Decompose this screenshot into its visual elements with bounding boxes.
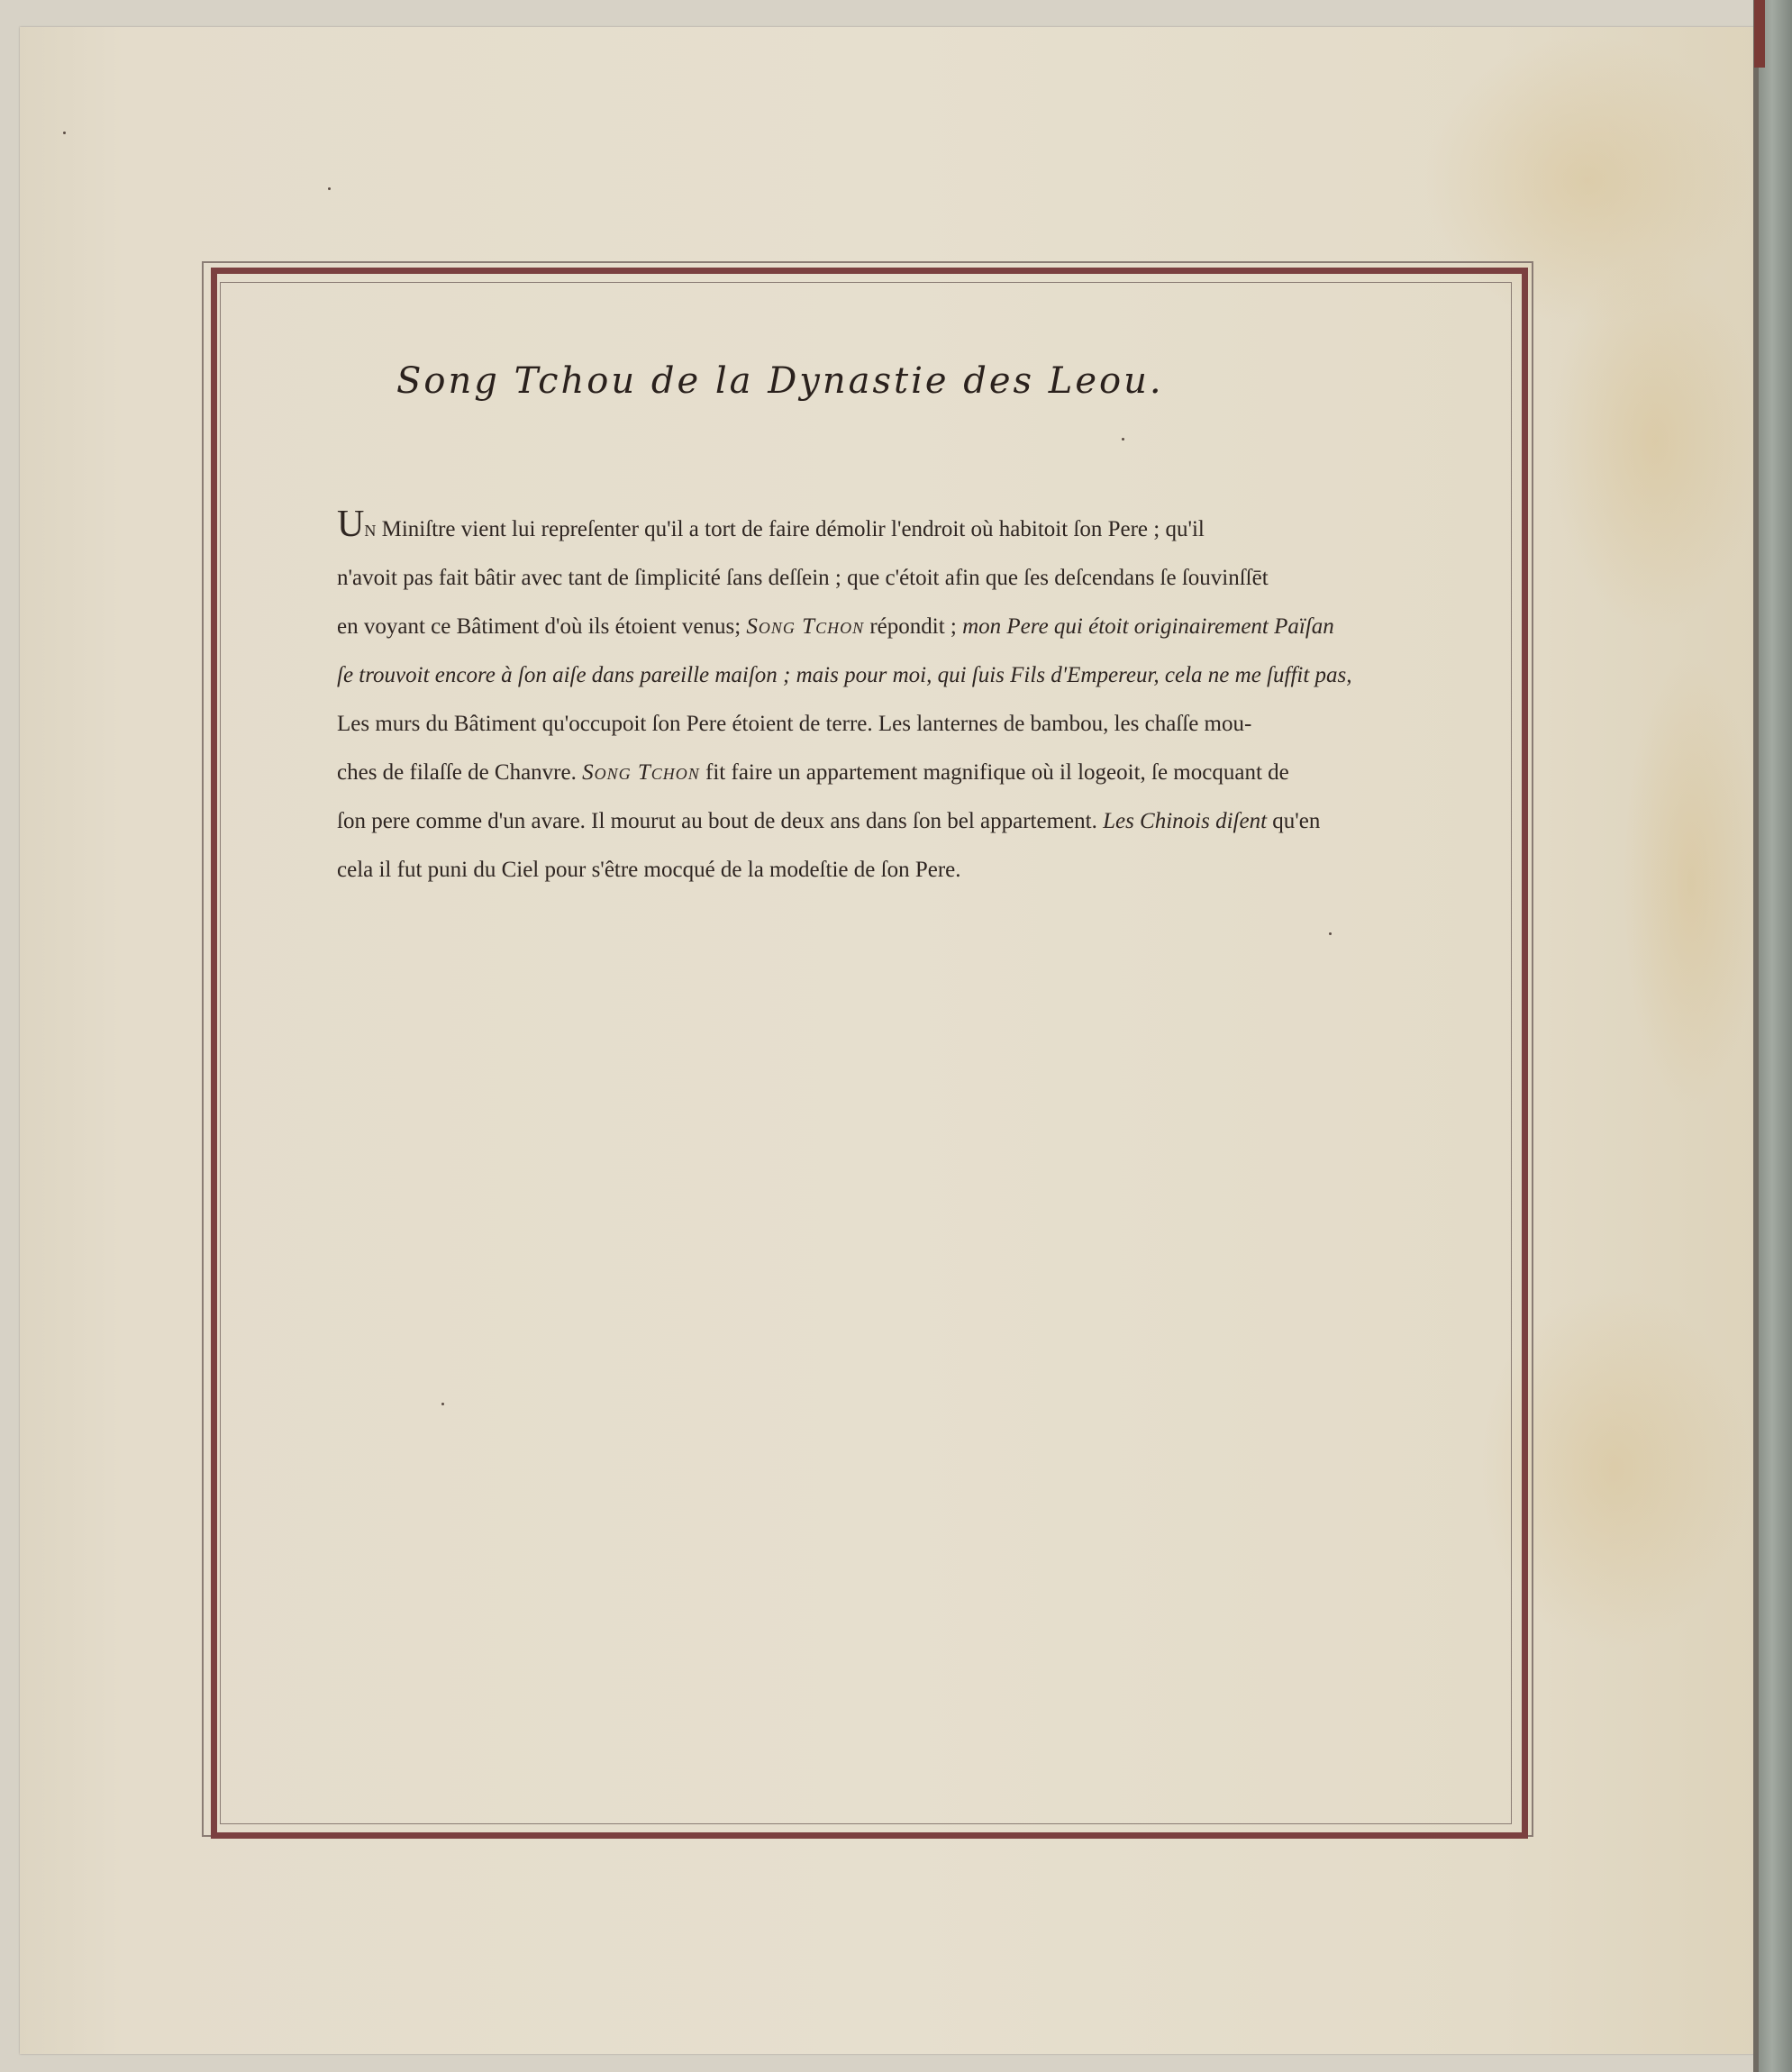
text-segment: répondit ; <box>864 614 963 639</box>
body-text <box>337 500 1418 895</box>
text-segment: en voyant ce Bâtiment d'où ils étoient venus; <box>337 614 747 639</box>
text-segment: n'avoit pas fait bâtir avec tant de ſimplicité ſans deſſein ; que c'étoit afin que ſes deſcendans ſe ſouvinſſēt <box>337 566 1269 590</box>
text-segment: ches de filaſſe de Chanvre. <box>337 760 583 785</box>
page-title: Song Tchou de la Dynastie des Leou. <box>396 360 1164 402</box>
text-line <box>337 554 1418 603</box>
binding-ribbon <box>1754 0 1765 68</box>
text-line <box>337 651 1418 700</box>
text-line <box>337 846 1418 895</box>
text-segment: Miniſtre vient lui repreſenter qu'il a tort de faire démolir l'endroit où habitoit ſon Pere ; qu'il <box>376 517 1205 541</box>
text-line <box>337 700 1418 749</box>
text-segment: cela il fut puni du Ciel pour s'être mocqué de la modeſtie de ſon Pere. <box>337 858 961 882</box>
text-segment: U <box>337 504 365 545</box>
text-line <box>337 500 1418 554</box>
text-line <box>337 749 1418 797</box>
text-line <box>337 603 1418 651</box>
text-segment: n <box>364 517 377 541</box>
text-segment: fit faire un appartement magnifique où il logeoit, ſe mocquant de <box>699 760 1289 785</box>
text-line <box>337 797 1418 846</box>
text-segment: Song Tchon <box>582 760 700 785</box>
text-segment: Song Tchon <box>746 614 865 639</box>
text-segment: qu'en <box>1267 809 1321 833</box>
text-segment: ſon pere comme d'un avare. Il mourut au bout de deux ans dans ſon bel appartement. <box>337 809 1104 833</box>
text-segment: Les murs du Bâtiment qu'occupoit ſon Pere étoient de terre. Les lanternes de bambou, les chaſſe mou- <box>337 712 1252 736</box>
text-segment: Les Chinois diſent <box>1103 809 1268 833</box>
text-segment: ſe trouvoit encore à ſon aiſe dans pareille maiſon ; mais pour moi, qui ſuis Fils d'Empereur, cela ne me ſuffit pas, <box>337 663 1352 687</box>
book-cover-edge <box>1759 0 1792 2072</box>
text-segment: mon Pere qui étoit originairement Païſan <box>962 614 1334 639</box>
